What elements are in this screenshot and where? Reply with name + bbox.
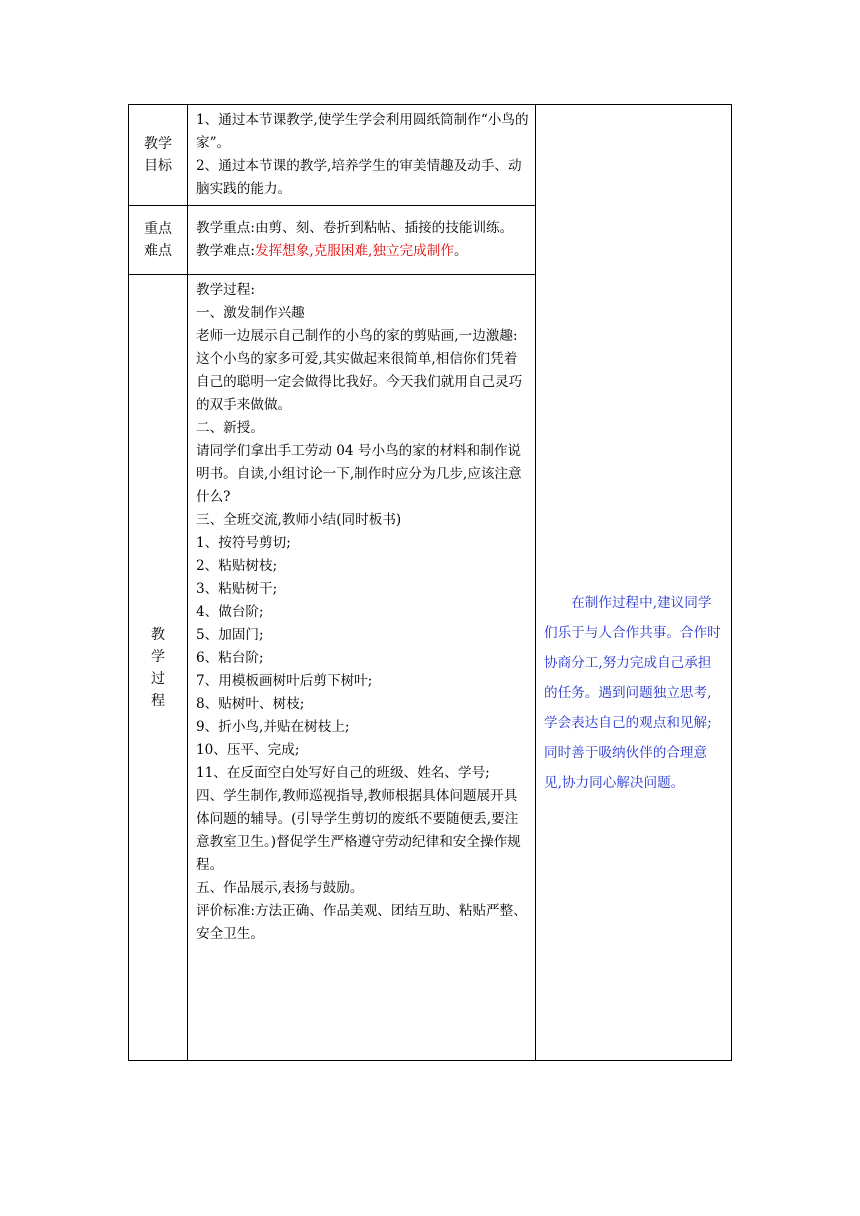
objective-item: 1、通过本节课教学,使学生学会利用圆纸筒制作“小鸟的家”。 (196, 112, 529, 151)
process-line: 7、用模板画树叶后剪下树叶; (196, 673, 373, 689)
objective-item: 2、通过本节课的教学,培养学生的审美情趣及动手、动脑实践的能力。 (196, 158, 522, 197)
side-note-cell (536, 105, 732, 1061)
process-line: 五、作品展示,表扬与鼓励。 (196, 880, 364, 896)
teaching-focus: 教学重点:由剪、刻、卷折到粘帖、插接的技能训练。 (196, 220, 514, 236)
process-line: 5、加固门; (196, 627, 264, 643)
objectives-row (129, 105, 732, 206)
lesson-plan-table (128, 104, 732, 1061)
process-line: 一、激发制作兴趣 (196, 305, 305, 321)
process-line: 9、折小鸟,并贴在树枝上; (196, 719, 350, 735)
process-label: 教 学 过 程 (129, 275, 188, 1061)
side-note: 在制作过程中,建议同学们乐于与人合作共事。合作时协商分工,努力完成自己承担的任务。遇到问题独立思考,学会表达自己的观点和见解;同时善于吸纳伙伴的合理意见,协力同心解决问题。 (544, 594, 721, 791)
process-line: 2、粘贴树枝; (196, 558, 278, 574)
difficulty-highlight: 发挥想象,克服困难,独立完成制作 (254, 243, 454, 259)
process-line: 二、新授。 (196, 420, 264, 436)
objectives-content (188, 105, 536, 206)
process-line: 请同学们拿出手工劳动 04 号小鸟的家的材料和制作说明书。自读,小组讨论一下,制作时应分为几步,应该注意什么? (196, 443, 522, 505)
process-line: 3、粘贴树干; (196, 581, 278, 597)
process-line: 1、按符号剪切; (196, 535, 291, 551)
key-points-label: 重点 难点 (129, 206, 188, 275)
key-points-content (188, 206, 536, 275)
objectives-label: 教学 目标 (129, 105, 188, 206)
process-content (188, 275, 536, 1061)
process-line: 评价标准:方法正确、作品美观、团结互助、粘贴严整、安全卫生。 (196, 903, 527, 942)
process-line: 10、压平、完成; (196, 742, 300, 758)
process-line: 8、贴树叶、树枝; (196, 696, 305, 712)
process-line: 教学过程: (196, 282, 255, 298)
process-line: 四、学生制作,教师巡视指导,教师根据具体问题展开具体问题的辅导。(引导学生剪切的废纸不要随便丢,要注意教室卫生。)督促学生严格遵守劳动纪律和安全操作规程。 (196, 788, 521, 873)
process-line: 三、全班交流,教师小结(同时板书) (196, 512, 402, 528)
process-line: 老师一边展示自己制作的小鸟的家的剪贴画,一边激趣:这个小鸟的家多可爱,其实做起来很简单,相信你们凭着自己的聪明一定会做得比我好。今天我们就用自己灵巧的双手来做做。 (196, 328, 523, 413)
teaching-difficulty: 教学难点:发挥想象,克服困难,独立完成制作。 (196, 243, 468, 259)
process-line: 11、在反面空白处写好自己的班级、姓名、学号; (196, 765, 490, 781)
process-line: 6、粘台阶; (196, 650, 264, 666)
process-line: 4、做台阶; (196, 604, 264, 620)
